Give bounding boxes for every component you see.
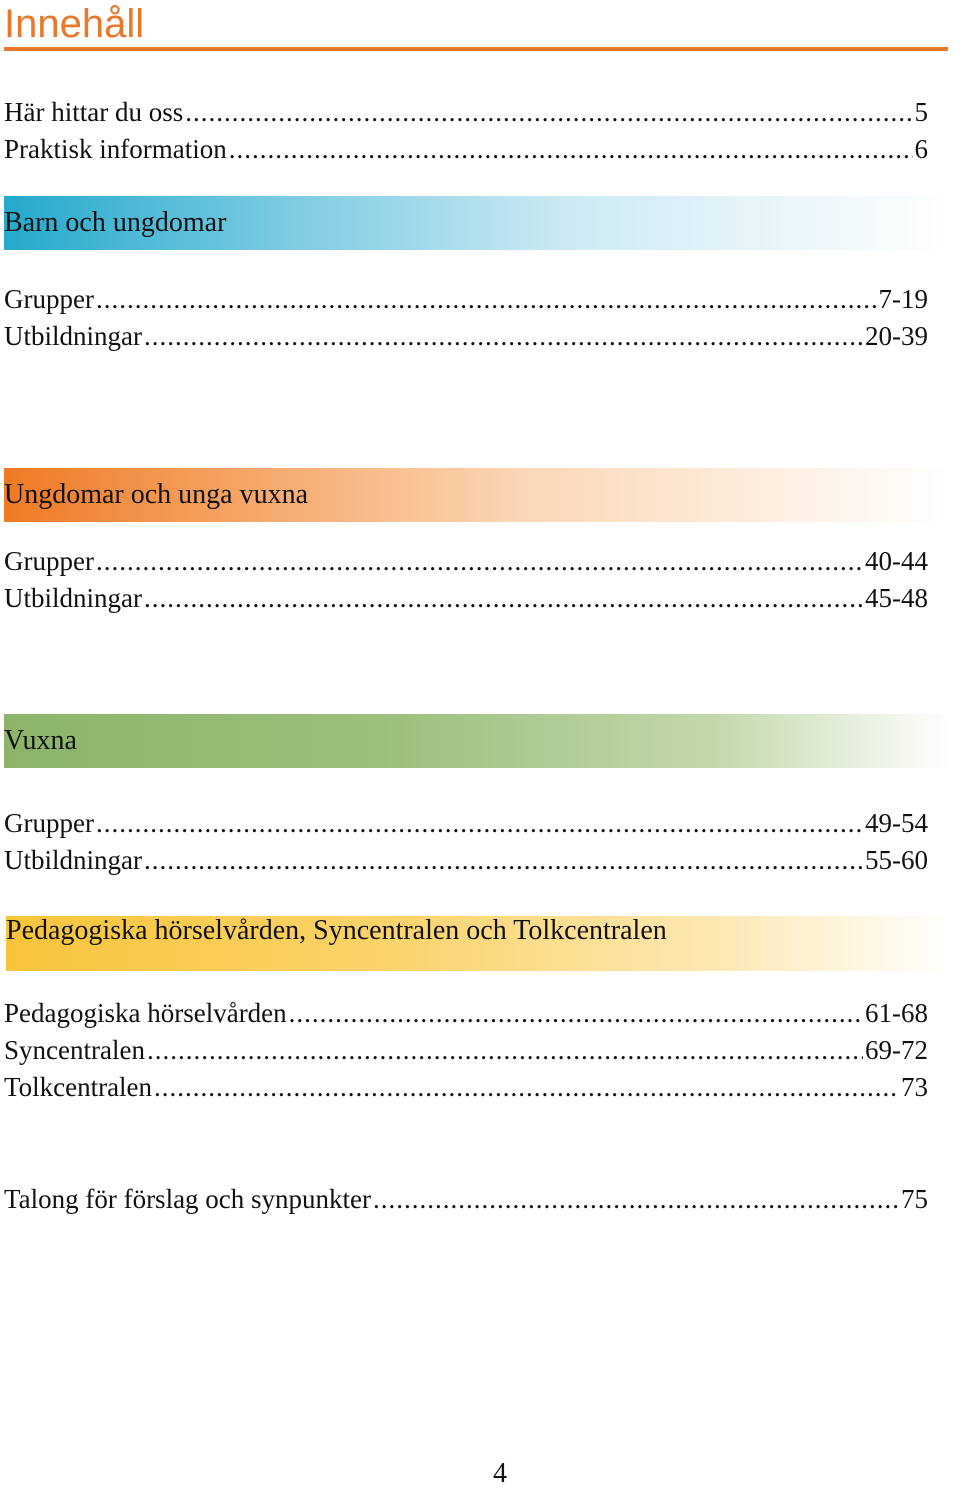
toc-entry-page: 5 [914, 97, 928, 127]
toc-entry-page: 45-48 [865, 583, 928, 613]
toc-entry-syncentralen[interactable] [4, 1032, 928, 1068]
toc-entry-page: 69-72 [865, 1035, 928, 1065]
section-title: Barn och ungdomar [4, 207, 227, 238]
toc-entry-talong[interactable] [4, 1181, 928, 1217]
section-title: Vuxna [4, 725, 77, 756]
toc-entry-barn-utbildningar[interactable] [4, 318, 928, 354]
section-title: Pedagogiska hörselvården, Syncentralen och Tolkcentralen [6, 915, 667, 946]
toc-entry-page: 40-44 [865, 546, 928, 576]
toc-entry-label: Grupper [4, 284, 94, 314]
section-header-vuxna [4, 714, 950, 768]
toc-entry-label: Utbildningar [4, 845, 142, 875]
toc-entry-pedagogiska-horselvarden[interactable] [4, 995, 928, 1031]
toc-entry-label: Här hittar du oss [4, 97, 184, 127]
toc-entry-label: Syncentralen [4, 1035, 145, 1065]
toc-entry-ungdomar-grupper[interactable] [4, 543, 928, 579]
toc-entry-label: Pedagogiska hörselvården [4, 998, 287, 1028]
section-title: Ungdomar och unga vuxna [4, 479, 309, 510]
dot-leader [147, 1032, 863, 1068]
toc-entry-label: Grupper [4, 546, 94, 576]
page-number: 4 [493, 1458, 507, 1489]
dot-leader [144, 318, 863, 354]
toc-entry-label: Utbildningar [4, 583, 142, 613]
toc-entry-label: Utbildningar [4, 321, 142, 351]
dot-leader [144, 580, 863, 616]
toc-entry-vuxna-grupper[interactable] [4, 805, 928, 841]
toc-entry-har-hittar-du-oss[interactable] [4, 94, 928, 130]
toc-entry-label: Talong för förslag och synpunkter [4, 1184, 372, 1214]
dot-leader [373, 1181, 899, 1217]
dot-leader [289, 995, 863, 1031]
toc-entry-praktisk-information[interactable] [4, 131, 928, 167]
toc-entry-page: 20-39 [865, 321, 928, 351]
toc-entry-page: 49-54 [865, 808, 928, 838]
dot-leader [229, 131, 913, 167]
toc-entry-page: 75 [901, 1184, 928, 1214]
toc-entry-label: Grupper [4, 808, 94, 838]
toc-entry-tolkcentralen[interactable] [4, 1069, 928, 1105]
title-divider [4, 47, 948, 51]
toc-entry-ungdomar-utbildningar[interactable] [4, 580, 928, 616]
dot-leader [154, 1069, 899, 1105]
section-header-horsel-syn-tolk [6, 916, 950, 971]
section-header-barn-och-ungdomar [4, 196, 950, 250]
toc-entry-page: 73 [901, 1072, 928, 1102]
toc-entry-barn-grupper[interactable] [4, 281, 928, 317]
dot-leader [96, 543, 863, 579]
toc-entry-vuxna-utbildningar[interactable] [4, 842, 928, 878]
dot-leader [96, 805, 863, 841]
toc-entry-label: Tolkcentralen [4, 1072, 153, 1102]
toc-entry-page: 7-19 [878, 284, 928, 314]
toc-entry-label: Praktisk information [4, 134, 227, 164]
dot-leader [96, 281, 877, 317]
toc-entry-page: 6 [914, 134, 928, 164]
toc-entry-page: 55-60 [865, 845, 928, 875]
dot-leader [185, 94, 912, 130]
page-title: Innehåll [4, 2, 145, 46]
toc-entry-page: 61-68 [865, 998, 928, 1028]
dot-leader [144, 842, 863, 878]
section-header-ungdomar-och-unga-vuxna [4, 468, 950, 522]
